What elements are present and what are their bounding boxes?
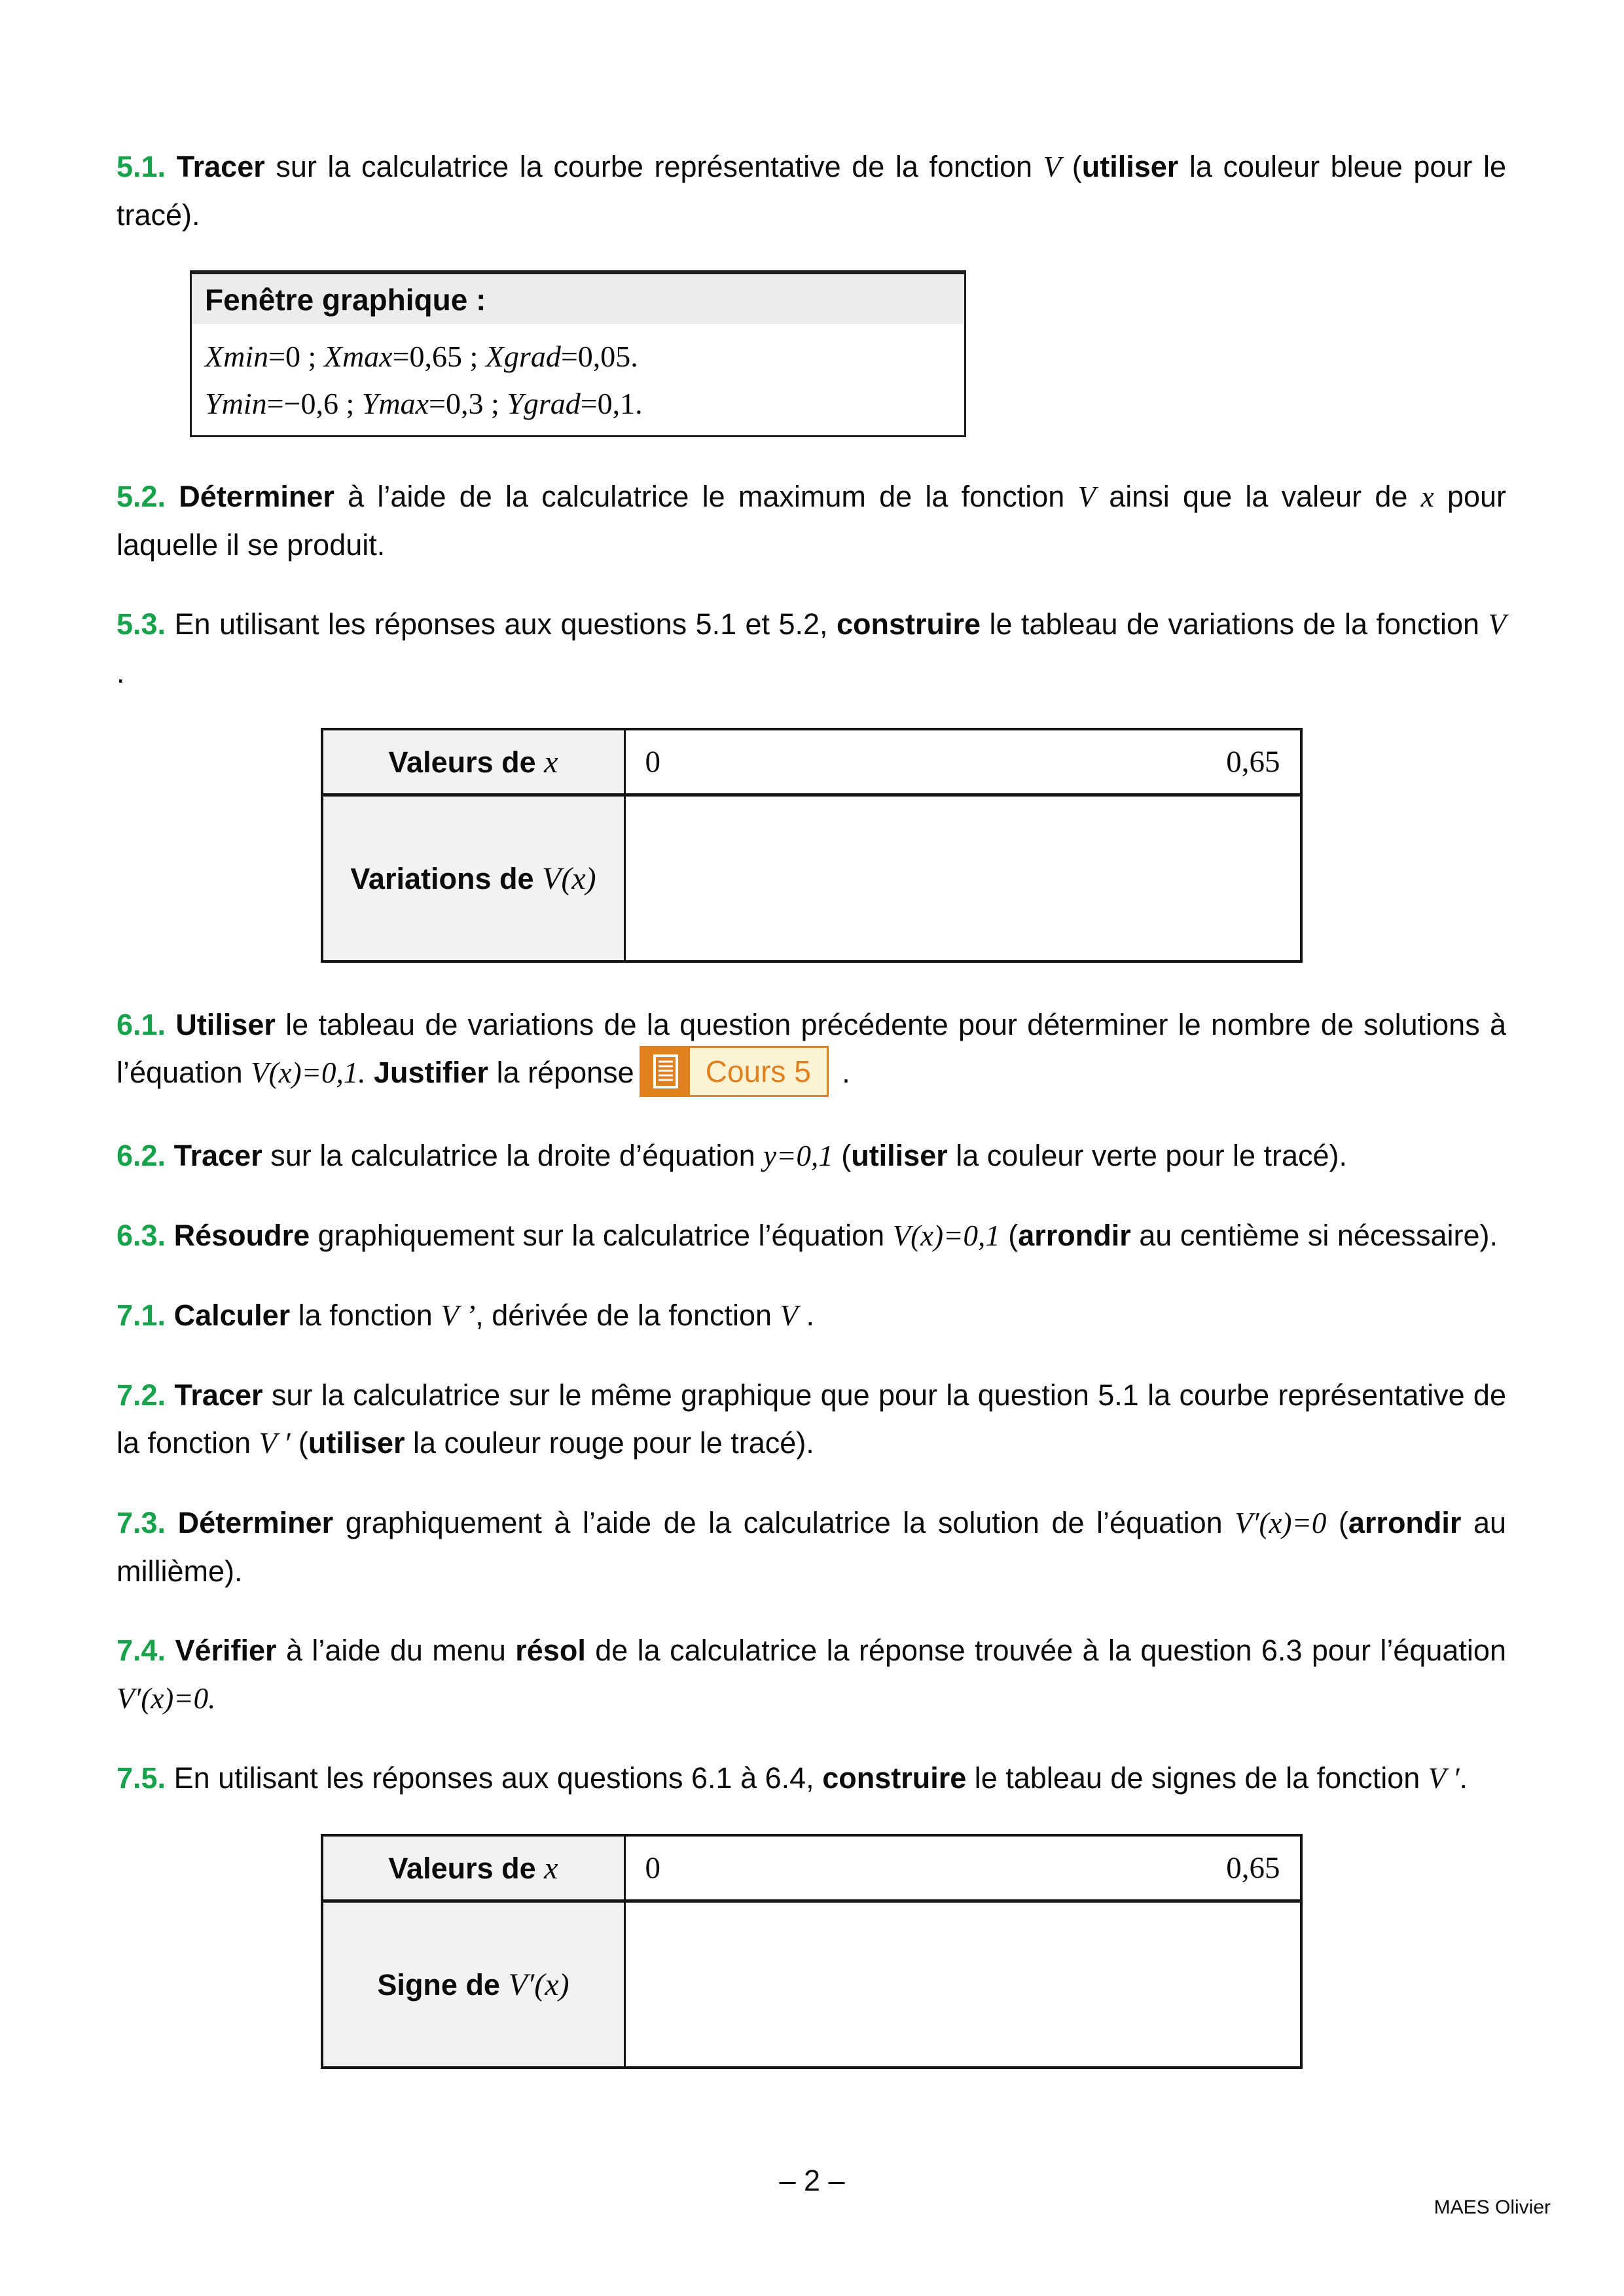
table-header-cell	[323, 730, 626, 793]
text-segment: (	[290, 1426, 308, 1460]
question-number: 5.2.	[117, 480, 166, 513]
text-segment: Tracer	[166, 1378, 263, 1412]
question-number: 6.1.	[117, 1008, 166, 1041]
math-segment: x	[1420, 480, 1434, 513]
math-segment: V′(x)=0.	[117, 1682, 216, 1715]
text-segment: le tableau de variations de la question précédente pour déterminer le nombre de solutions à l’équation	[117, 1008, 1507, 1089]
x-end-value: 0,65	[1226, 745, 1280, 779]
math-segment: x	[544, 744, 558, 780]
math-segment: V	[1043, 151, 1062, 183]
question-number: 6.2.	[117, 1139, 166, 1173]
question-number: 5.1.	[117, 150, 166, 183]
table-label	[389, 1850, 558, 1886]
x-start-value: 0	[645, 1851, 660, 1886]
cours-5-badge[interactable]	[640, 1046, 829, 1097]
text-segment: Résoudre	[166, 1219, 310, 1253]
text-segment: Tracer	[166, 150, 265, 183]
math-segment: V	[780, 1299, 799, 1333]
text-segment: le tableau de signes de la fonction	[966, 1761, 1428, 1795]
text-segment: (	[833, 1139, 852, 1173]
math-value: =0,65 ;	[392, 340, 486, 373]
sign-table	[321, 1834, 1303, 2069]
text-segment: résol	[515, 1634, 586, 1668]
math-value: =0,1.	[580, 387, 643, 420]
text-segment: le tableau de variations de la fonction	[981, 607, 1489, 641]
text-segment: sur la calculatrice sur le même graphique que pour la question 5.1 la courbe représentative de la fonction	[117, 1378, 1506, 1460]
math-segment: V	[1077, 480, 1096, 513]
table-header-cell	[323, 797, 626, 960]
x-end-value: 0,65	[1226, 1851, 1280, 1886]
math-segment: y=0,1	[763, 1139, 833, 1173]
graph-window-body	[192, 324, 964, 435]
math-segment: V ′	[259, 1427, 291, 1460]
text-segment: la couleur verte pour le tracé).	[947, 1139, 1348, 1173]
text-segment: de la calculatrice la réponse trouvée à la question 6.3 pour l’équation	[585, 1634, 1506, 1668]
graph-window-title: Fenêtre graphique :	[192, 274, 964, 324]
variation-table	[321, 728, 1303, 963]
text-segment: Calculer	[166, 1299, 291, 1333]
text-segment	[365, 1056, 374, 1089]
graph-window-box	[190, 270, 966, 437]
text-segment: graphiquement sur la calculatrice l’équation	[310, 1219, 893, 1253]
text-segment: En utilisant les réponses aux questions 6.1 à 6.4,	[166, 1761, 823, 1795]
text-segment: Justifier	[374, 1056, 489, 1089]
question-number: 7.4.	[117, 1634, 166, 1668]
question-7-1	[117, 1291, 1506, 1340]
math-var: Xgrad	[485, 340, 561, 373]
graph-window-line-y	[205, 384, 951, 423]
text-segment: au centième si nécessaire).	[1130, 1219, 1498, 1253]
math-segment: V(x)	[542, 861, 596, 896]
table-label-text: Valeurs de	[388, 1851, 545, 1885]
text-segment: la fonction	[290, 1299, 441, 1333]
table-row	[323, 1903, 1300, 2066]
math-segment: V(x)=0,1.	[251, 1056, 366, 1089]
math-segment: V′(x)	[508, 1967, 569, 2002]
question-6-3	[117, 1211, 1506, 1260]
text-segment: , dérivée de la fonction	[475, 1299, 780, 1333]
table-empty-cell	[626, 797, 1300, 960]
text-segment: .	[833, 1056, 850, 1089]
text-segment: au millième).	[117, 1506, 1506, 1588]
text-segment: .	[117, 656, 125, 689]
text-segment: construire	[836, 607, 981, 641]
question-7-4	[117, 1626, 1506, 1723]
question-number: 6.3.	[117, 1219, 166, 1253]
graph-window-line-x	[205, 337, 951, 376]
text-segment: (	[1326, 1506, 1348, 1540]
math-var: Xmax	[323, 340, 393, 373]
math-segment: V	[1488, 608, 1506, 641]
question-number: 7.2.	[117, 1378, 166, 1412]
text-segment: Tracer	[166, 1139, 262, 1173]
text-segment: Déterminer	[166, 480, 334, 513]
question-5-1	[117, 143, 1506, 239]
text-segment: sur la calculatrice la courbe représentative de la fonction	[264, 150, 1043, 183]
table-empty-cell	[626, 1903, 1300, 2066]
math-segment: V ’	[441, 1299, 476, 1333]
math-var: Ymin	[205, 387, 267, 420]
math-var: Ymax	[361, 387, 429, 420]
question-number: 7.3.	[117, 1506, 166, 1540]
math-var: Ygrad	[507, 387, 581, 420]
page-number: – 2 –	[779, 2164, 845, 2197]
math-segment: V(x)=0,1	[892, 1219, 1000, 1253]
question-5-3	[117, 600, 1506, 696]
text-segment: à l’aide de la calculatrice le maximum de la fonction	[334, 480, 1078, 513]
text-segment: utiliser	[1081, 150, 1179, 183]
table-label-text: Signe de	[377, 1967, 509, 2001]
text-segment: (	[1061, 150, 1082, 183]
text-segment: la couleur rouge pour le tracé).	[405, 1426, 814, 1460]
text-segment: sur la calculatrice la droite d’équation	[262, 1139, 764, 1173]
table-label	[389, 744, 558, 780]
math-value: =−0,6 ;	[266, 387, 362, 420]
math-var: Xmin	[205, 340, 269, 373]
math-value: =0,05.	[560, 340, 638, 373]
text-segment: utiliser	[308, 1426, 405, 1460]
math-segment: V ′	[1428, 1762, 1460, 1795]
table-row	[323, 797, 1300, 960]
author-name: MAES Olivier	[1434, 2197, 1551, 2218]
text-segment: En utilisant les réponses aux questions 5.1 et 5.2,	[166, 607, 837, 641]
text-segment: (	[1000, 1219, 1019, 1253]
table-row	[323, 730, 1300, 797]
text-segment: construire	[822, 1761, 967, 1795]
document-icon	[641, 1048, 690, 1095]
cours-5-badge-label: Cours 5	[705, 1054, 811, 1088]
text-segment: Déterminer	[166, 1506, 334, 1540]
table-values-cell	[626, 1837, 1300, 1899]
text-segment: Utiliser	[166, 1008, 276, 1041]
question-5-2	[117, 473, 1506, 569]
table-row	[323, 1837, 1300, 1903]
text-segment: la réponse	[488, 1056, 634, 1089]
question-6-1	[117, 1001, 1506, 1100]
math-segment: V′(x)=0	[1235, 1507, 1327, 1540]
question-7-3	[117, 1499, 1506, 1595]
question-6-2	[117, 1132, 1506, 1180]
text-segment: graphiquement à l’aide de la calculatrice la solution de l’équation	[333, 1506, 1235, 1540]
table-label	[350, 861, 596, 897]
question-7-2	[117, 1371, 1506, 1467]
table-label-text: Variations de	[350, 861, 543, 895]
table-label-text: Valeurs de	[388, 745, 545, 779]
question-number: 7.1.	[117, 1299, 166, 1333]
math-value: =0 ;	[268, 340, 324, 373]
text-segment: Vérifier	[166, 1634, 277, 1668]
text-segment: ainsi que la valeur de	[1096, 480, 1421, 513]
text-segment: à l’aide du menu	[276, 1634, 516, 1668]
text-segment: pour laquelle il se produit.	[117, 480, 1506, 562]
question-number: 7.5.	[117, 1761, 166, 1795]
math-value: =0,3 ;	[429, 387, 507, 420]
text-segment: arrondir	[1018, 1219, 1131, 1253]
text-segment: .	[798, 1299, 815, 1333]
x-start-value: 0	[645, 745, 660, 779]
text-segment: la couleur bleue pour le tracé).	[117, 150, 1506, 232]
text-segment: .	[1459, 1761, 1468, 1795]
table-header-cell	[323, 1837, 626, 1899]
table-values-cell	[626, 730, 1300, 793]
math-segment: x	[544, 1850, 558, 1886]
text-segment: arrondir	[1348, 1506, 1462, 1540]
table-label	[377, 1967, 569, 2003]
text-segment: utiliser	[851, 1139, 948, 1173]
question-number: 5.3.	[117, 607, 166, 641]
question-7-5	[117, 1754, 1506, 1803]
table-header-cell	[323, 1903, 626, 2066]
